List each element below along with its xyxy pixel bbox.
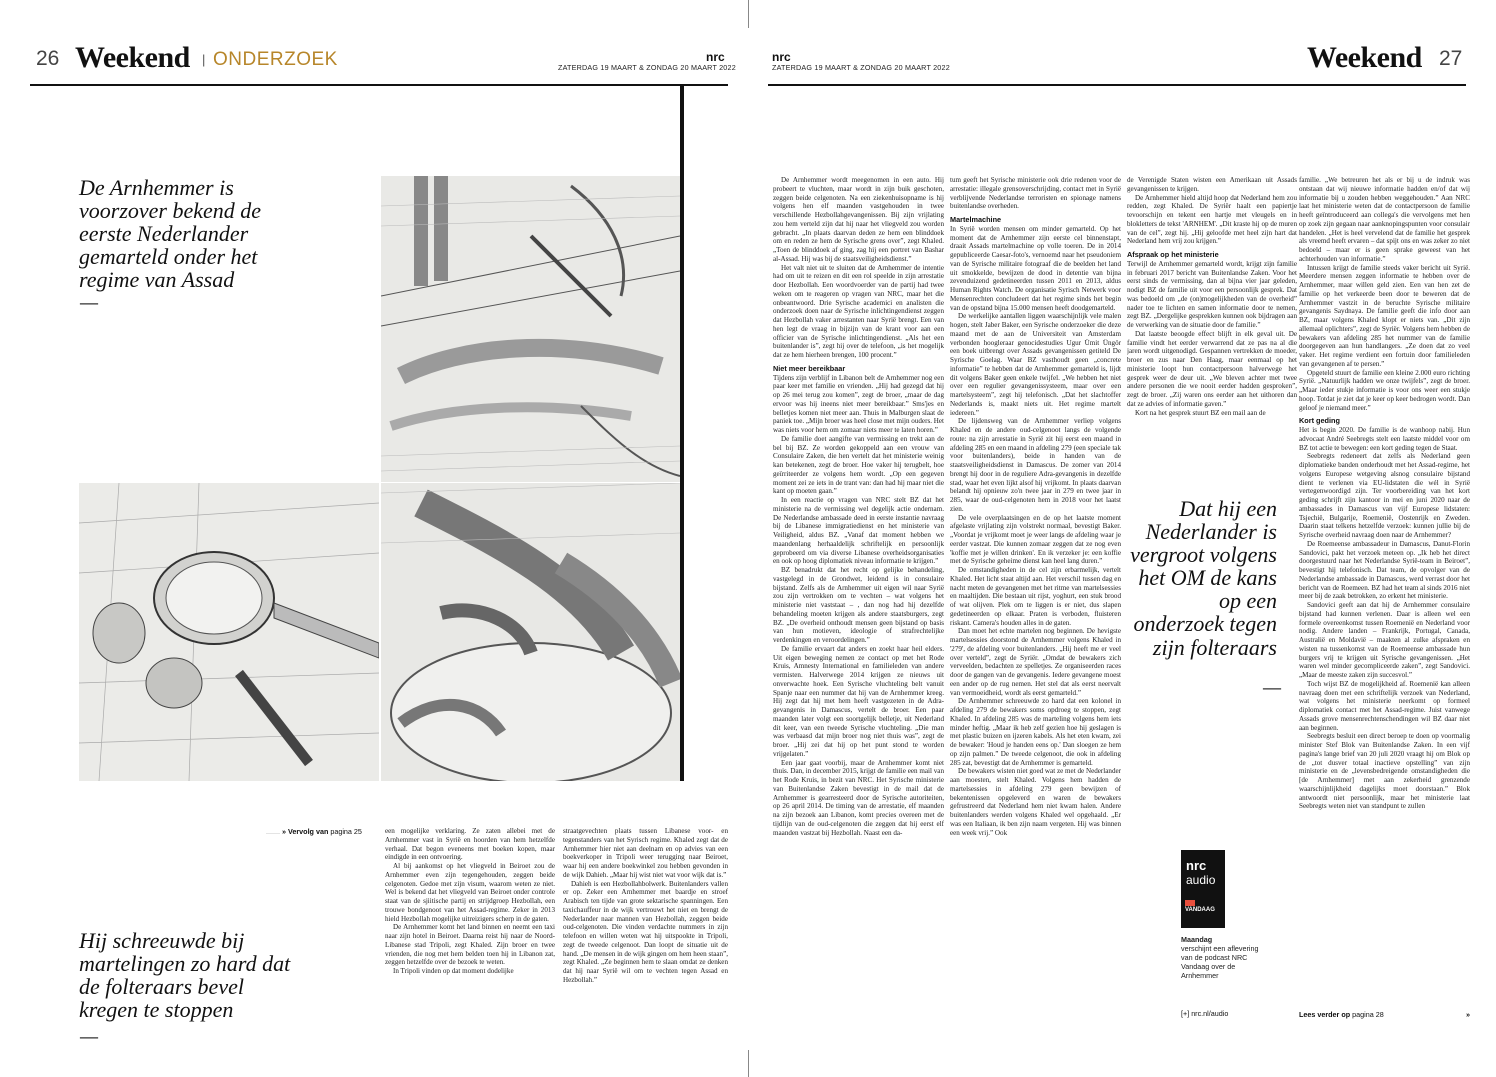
section-label: ONDERZOEK [213,49,338,70]
paragraph: Het is begin 2020. De familie is de wanhoop nabij. Hun advocaat André Seebregts stelt een laatste middel voor om BZ tot actie te bewegen: een kort geding tegen de Staat. [1299,426,1470,452]
paragraph: Tijdens zijn verblijf in Libanon belt de Arnhemmer nog een paar keer met familie en vrienden. „Hij had gezegd dat hij op 26 mei terug zou komen”, zegt de broer, „maar de dag ervoor was hij ineens niet meer bereikbaar.” Sms'jes en belletjes komen niet meer aan. Thuis in Malburgen slaat de paniek toe. „Mijn broer was heel close met mijn ouders. Het was niets voor hem om zomaar niets meer te laten horen.” [773,373,944,434]
paragraph: Het valt niet uit te sluiten dat de Arnhemmer de intentie had om uit te reizen en dit een rol speelde in zijn arrestatie door Hezbollah. Een woordvoerder van de partij had twee weken om te reageren op vragen van NRC, maar het die onbeantwoord. Drie Syrische academici en analisten die onderzoek doen naar de Syrische inlichtingendienst zeggen dat Hezbollah vaker arrestanten naar Syrië brengt. Een van hen legt de vraag in bijzijn van de krant voor aan een officier van de Syrische inlichtingendienst. „Als het een buitenlander is”, zegt hij over de telefoon, „is het mogelijk dat ze hem hierheen brengen, 100 procent.” [773,263,944,359]
paragraph: De lijdensweg van de Arnhemmer verliep volgens Khaled en de andere oud-celgenoot langs de volgende route: na zijn arrestatie in Syrië zit hij eerst een maand in afdeling 285 en een maand in afdeling 279 (een speciale tak voor buitenlanders), beide in handen van de staatsveiligheidsdienst in Damascus. De zomer van 2014 brengt hij door in de reguliere Adra-gevangenis in dezelfde stad, waar het even lijkt alsof hij vrijkomt. In plaats daarvan belandt hij opnieuw zo'n twee jaar in 279 en twee jaar in 285, waar de oud-celgenoten hem in 2018 voor het laatst zien. [950,417,1121,513]
paragraph: Een jaar gaat voorbij, maar de Arnhemmer komt niet thuis. Dan, in december 2015, krijgt de familie een mail van het Rode Kruis, in bezit van NRC. Het Syrische ministerie van Buitenlandse Zaken bevestigt in de mail dat de Arnhemmer is gearresteerd door de Syrische autoriteiten, op 26 april 2014. De timing van de arrestatie, elf maanden na zijn bezoek aan Libanon, komt precies overeen met de tijdlijn van de oud-celgenoten die zeggen dat hij eerst elf maanden vastzat bij Hezbollah. Naast een da- [773,758,944,837]
paragraph: Intussen krijgt de familie steeds vaker bericht uit Syrië. Meerdere mensen zeggen informatie te hebben over de Arnhemmer, maar willen geld zien. Een van hen zet de familie op het verkeerde been door te beweren dat de Arnhemmer vastzit in de beruchte Syrische militaire gevangenis Saydnaya. De familie geeft die info door aan BZ, maar volgens Khaled klopt er niets van. „Dit zijn allemaal oplichters”, zegt de Syriër. Volgens hem hebben de bewakers van afdeling 285 het nummer van de familie doorgegeven aan hun handlangers. „Ze doen dat zo veel vaker. Het regime verdient een fortuin door familieleden van gevangenen af te persen.” [1299,263,1470,368]
paragraph: Dan moet het echte martelen nog beginnen. De hevigste martelsessies doorstond de Arnhemmer volgens Khaled in '279', de afdeling voor buitenlanders. „Hij heeft me er veel over verteld”, zegt de Syriër. „Omdat de bewakers zich verveelden, bedachten ze spelletjes. Ze organiseerden races door de gangen van de gevangenis. Iedere gevangene moest een ander op de rug nemen. Het stel dat als eerst neervalt van vermoeidheid, wordt als eerst gemarteld.” [950,627,1121,697]
article-column-2 [950,176,1121,1028]
nrc-logo-left: nrc [706,50,725,64]
paragraph: Dat laatste beoogde effect blijft in elk geval uit. De familie vindt het eerder verwarrend dat ze pas na al die jaren wordt uitgenodigd. Gespannen vertrekken de moeder, broer en zus naar Den Haag, maar eenmaal op het ministerie loopt hun contactpersoon halverwege het gesprek weer de deur uit. „We bleven achter met twee andere personen die we nooit eerder hadden gesproken”, zegt de broer. „Zij waren ons eerder aan het uithoren dan dat ze advies of informatie gaven.” [1127,329,1297,408]
paragraph: De familie doet aangifte van vermissing en trekt aan de bel bij BZ. Ze worden gekoppeld aan een vrouw van Consulaire Zaken, die hen vertelt dat het ministerie weinig kan betekenen, zegt de broer. Hoe vaker hij terugbelt, hoe geïrriteerder ze volgens hem wordt. „Op een gegeven moment zei ze iets in de trant van: dan had hij maar niet die kant op moeten gaan.” [773,434,944,496]
audio-link[interactable]: [+] nrc.nl/audio [1181,1009,1229,1018]
subheading: Afspraak op het ministerie [1127,250,1219,259]
vertical-rule [680,84,684,781]
paragraph: Seebregts redeneert dat zelfs als Nederland geen diplomatieke banden onderhoudt met het Assad-regime, het volgens Europese wetgeving alsnog consulaire bijstand dient te verlenen via EU-lidstaten die wél in Syrië vertegenwoordigd zijn. Ter voorbereiding van het kort geding schrijft zijn kantoor in mei en juni 2020 naar de ambassades in Damascus van vijf Europese lidstaten: Tsjechië, Bulgarije, Roemenië, Oostenrijk en Zweden. Daarin staat telkens hetzelfde verzoek: kunnen jullie bij de Syrische overheid navraag doen naar de Arnhemmer? [1299,452,1470,539]
paragraph: De vele overplaatsingen en de op het laatste moment afgelaste vrijlating zijn volstrekt normaal, bevestigt Baker. „Voordat je vrijkomt moet je weer langs de afdeling waar je eerder vastzat. Die kunnen zomaar zeggen dat ze nog even 'koffie met je willen drinken'. En ik verzeker je: een koffie met de Syrische geheime dienst kan heel lang duren.” [950,513,1121,566]
paragraph: De bewakers wisten niet goed wat ze met de Nederlander aan moesten, stelt Khaled. Volgens hem hadden de martelsessies in afdeling 279 geen bewijzen of bekentenissen opgeleverd en waren de bewakers gefrustreerd dat Nederland hem niet kwam halen. Andere buitenlanders werden volgens Khaled wel opgehaald. „Er was een Italiaan, ik ben zijn naam vergeten. Hij was binnen een week vrij.” Ook [950,767,1121,837]
header-rule-left [30,84,728,86]
illustration-torture [381,176,680,482]
paragraph: Kort na het gesprek stuurt BZ een mail aan de [1135,408,1266,417]
paragraph: Toch wijst BZ de mogelijkheid af. Roemenië kan alleen navraag doen met een schriftelijk verzoek van Nederland, wat volgens het ministerie neerkomt op formeel diplomatiek contact met het Assad-regime. Juist vanwege Assads grove mensenrechtenschendingen wil BZ daar niet aan beginnen. [1299,679,1470,732]
pull-quote-bottom: Hij schreeuwde bij martelingen zo hard dat de folteraars bevel kregen te stoppen [79,928,291,1023]
paragraph: familie. „We betreuren het als er bij u de indruk was ontstaan dat wij nieuwe informatie hadden en/of dat wij informatie bij u zouden hebben weggehouden.” Aan NRC laat het ministerie weten dat de contactpersoon de familie heeft geïntroduceerd aan collega's die vervolgens met hen op zoek zijn gegaan naar aanknopingspunten voor consulair handelen. „Het is heel vervelend dat de familie het gesprek als vreemd heeft ervaren – dat spijt ons en was zeker zo niet bedoeld – maar er is geen sprake geweest van het achterhouden van informatie.” [1299,176,1470,263]
page-number-right: 27 [1439,47,1463,70]
paragraph: De Roemeense ambassadeur in Damascus, Danut-Florin Sandovici, pakt het verzoek meteen op. „Ik heb het direct doorgestuurd naar het Nederlandse Syrië-team in Beiroet”, bevestigt hij telefonisch. Dat team, de opvolger van de Nederlandse ambassade in Damascus, werd verrast door het bericht van de Roemeen. BZ had het team al sinds 2016 niet meer bij de zaak betrokken, zo erkent het ministerie. [1299,539,1470,601]
date-left: ZATERDAG 19 MAART & ZONDAG 20 MAART 2022 [558,63,736,72]
article-column-1 [773,176,944,1028]
audio-badge-mark [1185,900,1195,906]
audio-logo-bottom: audio [1186,873,1216,887]
audio-day: Maandag [1181,935,1213,944]
paragraph: Dahieh is een Hezbollahbolwerk. Buitenlanders vallen er op. Zeker een Arnhemmer met baardje en stroef Arabisch ten tijde van grote sektarische spanningen. Een taxichauffeur in de wijk vertrouwt het niet en brengt de Nederlander naar mannen van Hezbollah, zeggen beide oud-celgenoten. Die vinden verdachte nummers in zijn telefoon en willen weten wat hij uitspookte in Tripoli, zegt de tweede celgenoot. Dan loopt de situatie uit de hand. „De mensen in de wijk gingen om hem heen staan”, zegt Khaled. „Ze beginnen hem te slaan omdat ze denken dat hij naar Syrië wil om te vechten tegen Assad en Hezbollah.” [563,879,728,984]
paragraph: BZ benadrukt dat het recht op gelijke behandeling, vastgelegd in de Grondwet, leidend is in consulaire bijstand. Zelfs als de Arnhemmer uit eigen wil naar Syrië zou zijn vertrokken om te vechten – wat volgens het ministerie niet vaststaat – , dan nog had hij dezelfde behandeling moeten krijgen als andere staatsburgers, zegt BZ. „De overheid onthoudt mensen geen bijstand op basis van hun motieven, ideologie of strafrechtelijke verdenkingen en veroordelingen.” [773,566,944,644]
paragraph: de Verenigde Staten wisten een Amerikaan uit Assads gevangenissen te krijgen. [1127,176,1297,193]
section-title-right: Weekend [1307,41,1422,74]
illustration-pan [79,483,379,781]
date-right: ZATERDAG 19 MAART & ZONDAG 20 MAART 2022 [772,63,950,72]
paragraph: tum geeft het Syrische ministerie ook drie redenen voor de arrestatie: illegale grensoverschrijding, contact met in Syrië verblijvende Nederlandse terroristen en spionage namens buitenlandse overheden. [950,176,1121,211]
nrc-audio-logo [1181,850,1225,928]
paragraph: De familie ervaart dat anders en zoekt haar heil elders. Uit eigen beweging nemen ze contact op met het Rode Kruis, Amnesty International en familieleden van andere vermisten. Halverwege 2014 krijgen ze nieuws uit onverwachte hoek. Een Syrische vluchteling belt vanuit Spanje naar een nummer dat hij van de Arnhemmer kreeg. Hij zegt dat hij met hem heeft vastgezeten in de Adra-gevangenis in Damascus, vertelt de broer. Een paar maanden later volgt een soortgelijk belletje, uit Nederland dit keer, van een tweede Syrische vluchteling. „Die man was verbaasd dat mijn broer nog niet thuis was”, zegt de broer. „Hij zei dat hij op het punt stond te worden vrijgelaten.” [773,644,944,758]
paragraph: De Arnhemmer komt het land binnen en neemt een taxi naar zijn hotel in Beiroet. Daarna reist hij naar de Noord-Libanese stad Tripoli, zegt Khaled. Zijn broer en twee vrienden, die nog met hem belden toen hij in Libanon zat, zeggen hetzelfde over de bezoek te weten. [385,923,555,967]
continued-on-label: Lees verder op [1299,1010,1351,1019]
quote-dash-right: — [1262,675,1282,699]
audio-logo-top: nrc [1186,858,1207,873]
nrc-logo-right: nrc [772,50,791,64]
pull-quote-top: De Arnhemmer is voorzover bekend de eerste Nederlander gemarteld onder het regime van Assad [79,175,262,293]
page-number-left: 26 [36,47,60,70]
paragraph: In Tripoli vinden op dat moment dodelijke [393,967,514,975]
paragraph: Al bij aankomst op het vliegveld in Beiroet zou de Arnhemmer even zijn tegengehouden, zeggen beide celgenoten. Gedoe met zijn visum, waarom weten ze niet. Wel is bekend dat het vliegveld van Beiroet onder controle staat van de sjiitische partij en strijdgroep Hezbollah, een trouwe bondgenoot van het Assad-regime. Zeker in 2013 hield Hezbollah mogelijke uitreizigers scherp in de gaten. [385,862,555,923]
subheading: Kort geding [1299,416,1340,426]
article-column-left-2 [563,827,728,1052]
article-column-left-1 [385,827,555,1052]
paragraph: In Syrië worden mensen om minder gemarteld. Op het moment dat de Arnhemmer zijn eerste cel binnenstapt, draait Assads martelmachine op volle toeren. De in 2014 gepubliceerde Caesar-foto's, vernoemd naar het pseudoniem van de Syrische militaire fotograaf die de beelden het land uit smokkelde, bewijzen de dood in detentie van bijna zevenduizend gedetineerden tussen 2011 en 2013, aldus Human Rights Watch. De organisatie Syrisch Netwerk voor Mensenrechten concludeert dat het regime sinds het begin van de opstand bijna 15.000 mensen heeft doodgemarteld. [950,224,1121,312]
paragraph: De Arnhemmer hield altijd hoop dat Nederland hem zou redden, zegt Khaled. De Syriër haalt een papiertje tevoorschijn en tekent een hartje met vleugels en in blokletters de tekst 'ARNHEM'. „Dit kraste hij op de muren van de cel”, zegt hij. „Hij geloofde met heel zijn hart dat Nederland hem vrij zou krijgen.” [1127,193,1297,246]
paragraph: In een reactie op vragen van NRC stelt BZ dat het ministerie na de vermissing wel degelijk actie ondernam. De Nederlandse ambassade deed in eerste instantie navraag bij de Libanese immigratiedienst en het ministerie van Veiligheid, aldus BZ. „Vanaf dat moment hebben we maandenlang herhaaldelijk schriftelijk en persoonlijk geprobeerd om via diverse Libanese overheidsorganisaties en ook op hoog diplomatiek niveau informatie te krijgen.” [773,496,944,566]
continued-on: Lees verder op pagina 28 » [1299,1010,1470,1019]
subheading: Niet meer bereikbaar [773,363,846,373]
continued-from: ....... » Vervolg van pagina 25 [266,827,362,836]
paragraph: De werkelijke aantallen liggen waarschijnlijk vele malen hogen, stelt Jaber Baker, een Syrische onderzoeker die deze maand met de aan de Universiteit van Amsterdam verbonden hoogleraar genocidestudies Ugur Ümit Üngör een boek uitbrengt over Assads gevangenissen getiteld De Syrische Goelag. Waar BZ vasthoudt geen „concrete informatie” te hebben dat de Arnhemmer gemarteld is, lijdt dit volgens Baker geen enkele twijfel. „We hebben het niet over een regulier gevangenissysteem, maar over een martelsysteem”, zegt hij telefonisch. „Dat het slachtoffer Nederlands is, maakt niets uit. Het regime martelt iedereen.” [950,312,1121,417]
paragraph: De Arnhemmer schreeuwde zo hard dat een kolonel in afdeling 279 de bewakers soms opdroeg te stoppen, zegt Khaled. In afdeling 285 was de marteling volgens hem iets minder heftig. „Maar ik heb zelf gezien hoe hij geslagen is met plastic buizen en ijzeren kabels. Als het eten kwam, zei de bewaker: 'Houd je handen eens op.' Dan sloegen ze hem op zijn palmen.” De tweede celgenoot, die ook in afdeling 285 zat, bevestigt dat de Arnhemmer is gemarteld. [950,697,1121,767]
header-rule-right [768,84,1466,86]
article-column-3 [1127,176,1297,476]
section-title-left: Weekend [75,41,190,74]
pull-quote-right: Dat hij een Nederlander is vergroot volgens het OM de kans op een onderzoek tegen zijn folteraars [1130,496,1277,660]
paragraph: Terwijl de Arnhemmer gemarteld wordt, krijgt zijn familie in februari 2017 bericht van Buitenlandse Zaken. Voor het eerst sinds de vermissing, dan al bijna vier jaar geleden, nodigt BZ de familie uit voor een persoonlijk gesprek. Dat was bedoeld om „de (on)mogelijkheden van de overheid” nader toe te lichten en samen informatie door te nemen, zegt BZ. „Dergelijke gesprekken kunnen ook bijdragen aan de verwerking van de situatie door de familie.” [1127,259,1297,329]
paragraph: straatgevechten plaats tussen Libanese voor- en tegenstanders van het Syrisch regime. Khaled zegt dat de Arnhemmer hier niet aan deelnam en op advies van een boekverkoper in Tripoli weer terugging naar Beiroet, waar hij een andere boekwinkel zou hebben gevonden in de wijk Dahieh. „Maar hij wist niet wat voor wijk dat is.” [563,827,728,879]
continued-from-page: pagina 25 [330,827,362,836]
paragraph: Sandovici geeft aan dat hij de Arnhemmer consulaire bijstand had kunnen verlenen. Daar is alleen wel een formele overeenkomst tussen Roemenië en Nederland voor nodig. Andere landen – Frankrijk, Portugal, Canada, Australië en Moldavië – maakten al zulke afspraken en wisten na tussenkomst van de Roemeense ambassade hun burgers vrij te krijgen uit Syrische gevangenissen. „Het waren wel minder gecompliceerde zaken”, zegt Sandovici. „Maar de meeste zaken zijn succesvol.” [1299,601,1470,679]
audio-badge: VANDAAG [1185,907,1215,913]
fold-mark-bottom [748,1050,749,1077]
paragraph: Opgeteld stuurt de familie een kleine 2.000 euro richting Syrië. „Natuurlijk hadden we onze twijfels”, zegt de broer. „Maar ieder stukje informatie is voor ons weer een stukje hoop. Totdat je ziet dat je keer op keer bedrogen wordt. Dan geloof je niemand meer.” [1299,368,1470,412]
fold-mark-top [748,0,749,28]
audio-text: verschijnt een aflevering van de podcast NRC Vandaag over de Arnhemmer [1181,944,1259,980]
audio-description [1181,935,1259,980]
article-column-4 [1299,176,1470,1019]
paragraph: een mogelijke verklaring. Ze zaten allebei met de Arnhemmer vast in Syrië en hoorden van hem hetzelfde verhaal. Dat begon eveneens met boeken kopen, maar eindigde in een ontvoering. [385,827,555,862]
header-separator: | [202,52,206,67]
illustration-feet [381,483,680,781]
paragraph: Seebregts besluit een direct beroep te doen op voormalig minister Stef Blok van Buitenlandse Zaken. In een vijf pagina's lange brief van 20 juli 2020 vraagt hij om Blok op de „tot dusver totaal inactieve opstelling” van zijn ministerie en de „levensbedreigende omstandigheden die [de Arnhemmer] met aan zekerheid grenzende waarschijnlijkheid dagelijks moet doorstaan.” Blok antwoordt niet persoonlijk, maar het ministerie laat Seebregts weten niet van standpunt te zullen [1299,732,1470,811]
quote-dash: — [79,290,99,314]
subheading: Martelmachine [950,215,1002,224]
continued-on-page: pagina 28 [1352,1010,1384,1019]
continued-from-label: Vervolg van [287,827,329,836]
quote-dash-bottom: — [79,1024,99,1048]
paragraph: De Arnhemmer wordt meegenomen in een auto. Hij probeert te vluchten, maar wordt in zijn buik geschoten, zeggen beide celgenoten. Na een ziekenhuisopname is hij volgens hen elf maanden vastgehouden in twee verschillende Hezbollahgevangenissen. Bij zijn vrijlating zou hem verteld zijn dat hij naar het vliegveld zou worden gebracht. „In plaats daarvan deden ze hem een blinddoek om en reden ze hem de Syrische grens over”, zegt Khaled. „Toen de blinddoek af ging, zag hij een portret van Bashar al-Assad. Hij was bij de staatsveiligheidsdienst.” [773,176,944,263]
paragraph: De omstandigheden in de cel zijn erbarmelijk, vertelt Khaled. Het licht staat altijd aan. Het verschil tussen dag en nacht meten de gevangenen met het ritme van martelsessies en maaltijden. Die bestaan uit rijst, yoghurt, een stuk brood of wat olijven. Plek om te liggen is er niet, dus slapen gedetineerden op elkaar. Praten is verboden, fluisteren riskant. Camera's houden alles in de gaten. [950,566,1121,627]
